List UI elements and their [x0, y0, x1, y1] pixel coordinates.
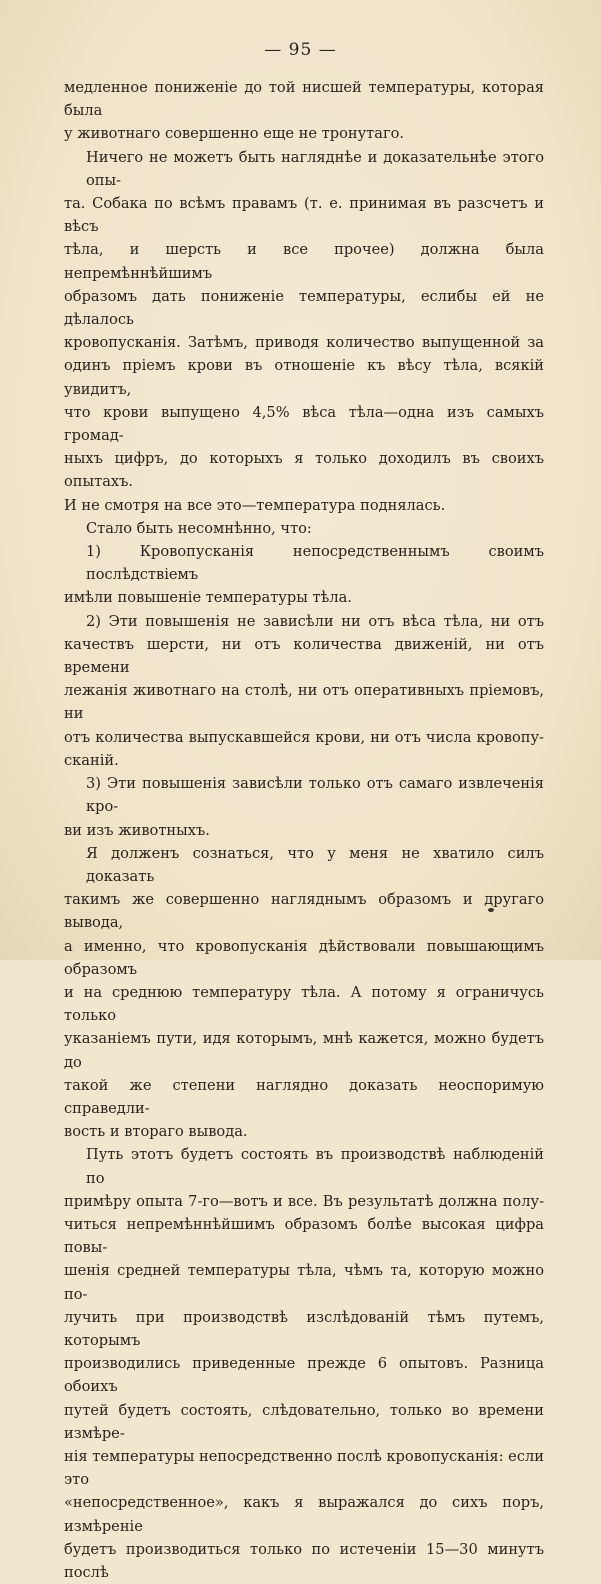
- text-line: указаніемъ пути, идя которымъ, мнѣ кажется, можно будетъ до: [64, 1030, 544, 1071]
- text-line: ви изъ животныхъ.: [64, 821, 210, 839]
- text-line: лежанія животнаго на столѣ, ни отъ оперативныхъ пріемовъ, ни: [64, 682, 544, 723]
- text-line: примѣру опыта 7-го—вотъ и все. Въ результатѣ должна полу-: [64, 1192, 544, 1210]
- text-line: «непосредственное», какъ я выражался до сихъ поръ, измѣреніе: [64, 1494, 544, 1535]
- text-line: 3) Эти повышенія зависѣли только отъ самаго извлеченія кро-: [86, 775, 544, 816]
- text-line: образомъ дать пониженіе температуры, еслибы ей не дѣлалось: [64, 287, 544, 329]
- text-line: одинъ пріемъ крови въ отношеніе къ вѣсу тѣла, всякій увидитъ,: [64, 357, 544, 398]
- text-line: читься непремѣннѣйшимъ образомъ болѣе высокая цифра повы-: [64, 1215, 544, 1257]
- text-line: Я долженъ сознаться, что у меня не хватило силъ доказать: [86, 844, 544, 885]
- text-line: лучить при производствѣ изслѣдованій тѣмъ путемъ, которымъ: [64, 1308, 544, 1349]
- text-line: И не смотря на все это—температура поднялась.: [64, 496, 446, 514]
- body-text: [64, 76, 544, 1584]
- text-line: производились приведенные прежде 6 опытовъ. Разница обоихъ: [64, 1355, 544, 1396]
- text-line: такимъ же совершенно нагляднымъ образомъ и другаго вывода,: [64, 891, 544, 932]
- text-line: вость и втораго вывода.: [64, 1123, 248, 1141]
- text-line: путей будетъ состоять, слѣдовательно, только во времени измѣре-: [64, 1401, 544, 1442]
- text-line: Ничего не можетъ быть нагляднѣе и доказательнѣе этого опы-: [86, 148, 544, 189]
- text-line: медленное пониженіе до той нисшей температуры, которая была: [64, 79, 544, 120]
- text-line: кровопусканія. Затѣмъ, приводя количество выпущенной за: [64, 334, 544, 352]
- text-line: имѣли повышеніе температуры тѣла.: [64, 589, 352, 607]
- text-line: качествъ шерсти, ни отъ количества движеній, ни отъ времени: [64, 635, 544, 677]
- text-line: отъ количества выпускавшейся крови, ни отъ числа кровопу-: [64, 728, 544, 746]
- text-line: а именно, что кровопусканія дѣйствовали повышающимъ образомъ: [64, 937, 544, 978]
- ink-spot: [488, 908, 494, 912]
- page-number: — 95 —: [264, 40, 337, 60]
- text-line: такой же степени наглядно доказать неоспоримую справедли-: [64, 1076, 544, 1117]
- text-line: та. Собака по всѣмъ правамъ (т. е. принимая въ разсчетъ и вѣсъ: [64, 195, 544, 236]
- text-line: будетъ производиться только по истеченіи 15—30 минутъ послѣ: [64, 1540, 544, 1581]
- text-line: что крови выпущено 4,5% вѣса тѣла—одна изъ самыхъ громад-: [64, 403, 544, 445]
- text-line: ныхъ цифръ, до которыхъ я только доходилъ въ своихъ опытахъ.: [64, 450, 544, 491]
- text-line: сканій.: [64, 751, 119, 769]
- text-line: 2) Эти повышенія не зависѣли ни отъ вѣса тѣла, ни отъ: [86, 612, 544, 630]
- text-line: Стало быть несомнѣнно, что:: [86, 519, 312, 537]
- text-line: и на среднюю температуру тѣла. А потому я ограничусь только: [64, 983, 544, 1025]
- text-line: 1) Кровопусканія непосредственнымъ своимъ послѣдствіемъ: [86, 543, 544, 584]
- text-line: Путь этотъ будетъ состоять въ производствѣ наблюденій по: [86, 1146, 544, 1187]
- text-line: нія температуры непосредственно послѣ кровопусканія: если это: [64, 1447, 544, 1489]
- text-line: у животнаго совершенно еще не тронутаго.: [64, 125, 405, 143]
- text-line: тѣла, и шерсть и все прочее) должна была непремѣннѣйшимъ: [64, 241, 544, 282]
- text-line: шенія средней температуры тѣла, чѣмъ та, которую можно по-: [64, 1262, 544, 1303]
